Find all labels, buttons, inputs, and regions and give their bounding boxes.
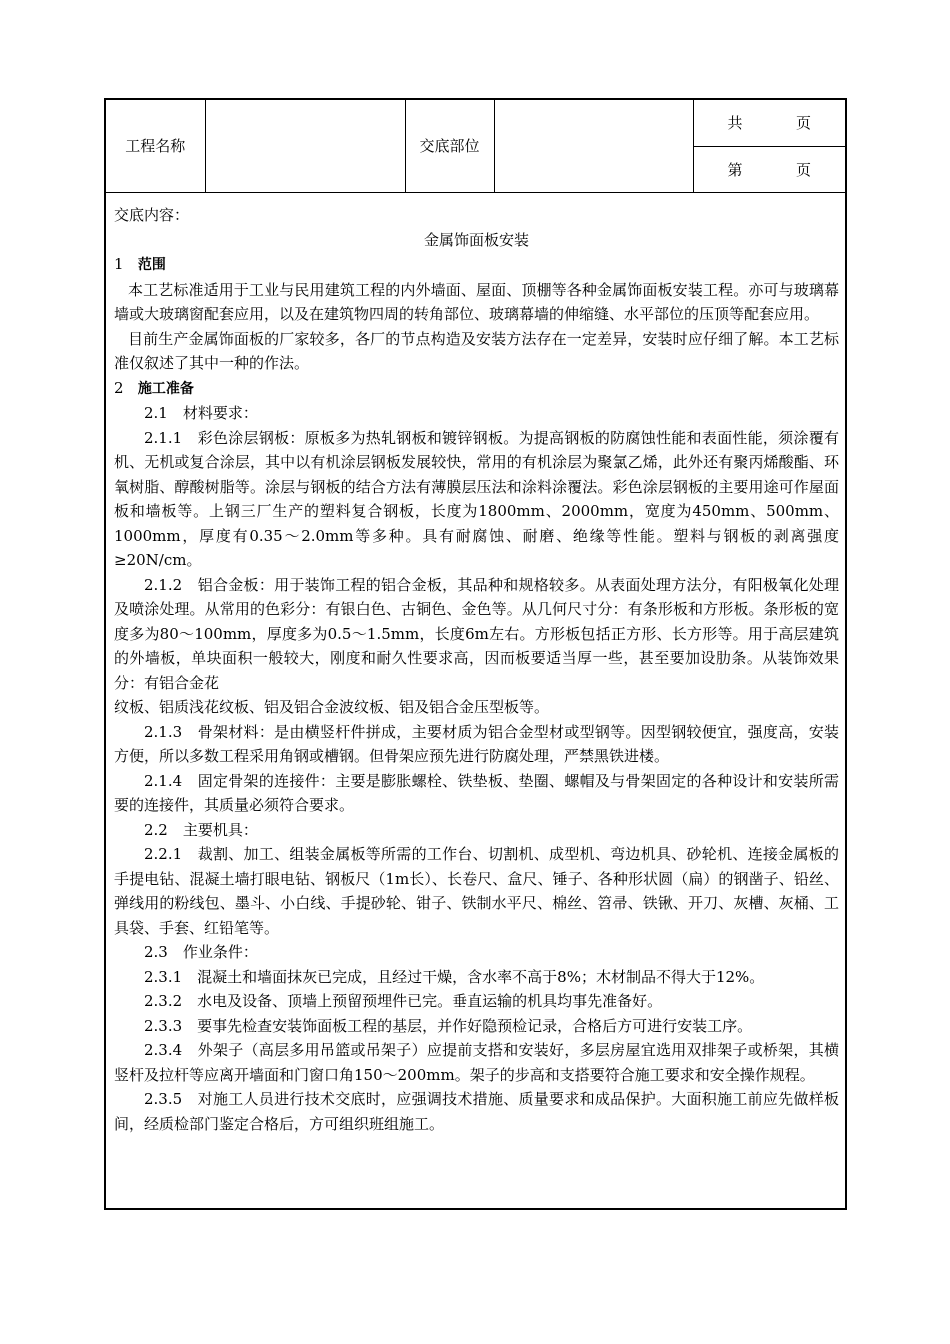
item-2-1-3: 2.1.3 骨架材料：是由横竖杆件拼成，主要材质为铝合金型材或型钢等。因型钢较便宜，强度高，安装方便，所以多数工程采用角钢或槽钢。但骨架应预先进行防腐处理，严禁黑铁进楼。: [114, 722, 839, 765]
location-label: 交底部位: [405, 100, 494, 192]
document-frame: [104, 98, 847, 1210]
subsection-2-2: 2.2 主要机具：: [144, 820, 258, 839]
item-2-1-2: 2.1.2 铝合金板：用于装饰工程的铝合金板，其品种和规格较多。从表面处理方法分，有阳极氧化处理及喷涂处理。从常用的色彩分：有银白色、古铜色、金色等。从几何尺寸分：有条形板和方形板。条形板的宽度多为80～100mm，厚度多为0.5～1.5mm，长度6m左右。方形板包括正方形、长方形等。用于高层建筑的外墙板，单块面积一般较大，刚度和耐久性要求高，因而板要适当厚一些，甚至要加设肋条。从装饰效果分：有铝合金花: [114, 575, 839, 692]
subsection-2-1: 2.1 材料要求：: [144, 404, 258, 422]
document-title: 金属饰面板安装: [423, 230, 529, 249]
subsection-2-3: 2.3 作业条件：: [144, 943, 258, 961]
item-2-1-4: 2.1.4 固定骨架的连接件：主要是膨胀螺栓、铁垫板、垫圈、螺帽及与骨架固定的各种设计和安装所需要的连接件，其质量必须符合要求。: [114, 771, 839, 814]
total-pages-suffix: 页: [795, 114, 811, 133]
item-2-1-1: 2.1.1 彩色涂层钢板：原板多为热轧钢板和镀锌钢板。为提高钢板的防腐蚀性能和表面性能，须涂覆有机、无机或复合涂层，其中以有机涂层钢板发展较快，常用的有机涂层为聚氯乙烯，此外还有聚丙烯酸酯、环氧树脂、醇酸树脂等。涂层与钢板的结合方法有薄膜层压法和涂料涂覆法。彩色涂层钢板的主要用途可作屋面板和墙板等。上钢三厂生产的塑料复合钢板，长度为1800mm、2000mm，宽度为450mm、500mm、1000mm，厚度有0.35～2.0mm等多种。具有耐腐蚀、耐磨、绝缘等性能。塑料与钢板的剥离强度≥20N/cm。: [114, 428, 839, 569]
project-name-label: 工程名称: [106, 100, 205, 192]
item-2-2-1: 2.2.1 裁割、加工、组装金属板等所需的工作台、切割机、成型机、弯边机具、砂轮机、连接金属板的手提电钻、混凝土墙打眼电钻、钢板尺（1m长）、长卷尺、盒尺、锤子、各种形状圆（扁）的钢凿子、铅丝、弹线用的粉线包、墨斗、小白线、手提砂轮、钳子、铁制水平尺、棉丝、笤帚、铁锹、开刀、灰槽、灰桶、工具袋、手套、红铅笔等。: [114, 845, 839, 937]
paragraph-scope-1: 本工艺标准适用于工业与民用建筑工程的内外墙面、屋面、顶棚等各种金属饰面板安装工程。亦可与玻璃幕墙或大玻璃窗配套应用，以及在建筑物四周的转角部位、玻璃幕墙的伸缩缝、水平部位的压顶等配套应用。: [114, 280, 839, 323]
item-2-3-1: 2.3.1 混凝土和墙面抹灰已完成，且经过干燥，含水率不高于8%；木材制品不得大于12%。: [144, 967, 765, 986]
header-table: [106, 100, 845, 193]
content-body: [106, 193, 845, 1208]
page-number-prefix: 第: [727, 160, 743, 179]
location-value[interactable]: [494, 100, 693, 192]
item-2-3-4: 2.3.4 外架子（高层多用吊篮或吊架子）应提前支搭和安装好，多层房屋宜选用双排架子或桥架，其横竖杆及拉杆等应离开墙面和门窗口角150～200mm。架子的步高和支搭要符合施工要求和安全操作规程。: [114, 1041, 839, 1084]
item-2-1-2-continued: 纹板、铝质浅花纹板、铝及铝合金波纹板、铝及铝合金压型板等。: [114, 698, 550, 716]
intro-label: 交底内容：: [114, 206, 190, 224]
page-number-cell: [693, 146, 845, 192]
item-2-3-3: 2.3.3 要事先检查安装饰面板工程的基层，并作好隐预检记录，合格后方可进行安装工序。: [144, 1016, 753, 1035]
item-2-3-5: 2.3.5 对施工人员进行技术交底时，应强调技术措施、质量要求和成品保护。大面积施工前应先做样板间，经质检部门鉴定合格后，方可组织班组施工。: [114, 1090, 839, 1133]
content-text: [114, 203, 839, 1136]
section-2-heading: [114, 376, 839, 402]
page-number-suffix: 页: [795, 160, 811, 179]
section-2-title: 施工准备: [137, 380, 194, 397]
total-pages-cell: [693, 100, 845, 146]
item-2-3-2: 2.3.2 水电及设备、顶墙上预留预埋件已完。垂直运输的机具均事先准备好。: [144, 992, 663, 1010]
paragraph-scope-2: 目前生产金属饰面板的厂家较多，各厂的节点构造及安装方法存在一定差异，安装时应仔细了解。本工艺标准仅叙述了其中一种的作法。: [114, 329, 839, 372]
section-1-heading: [114, 252, 839, 278]
project-name-value[interactable]: [205, 100, 405, 192]
section-1-title: 范围: [137, 257, 166, 273]
section-1-number: 1: [114, 255, 124, 273]
total-pages-prefix: 共: [727, 114, 743, 133]
section-2-number: 2: [114, 378, 124, 397]
